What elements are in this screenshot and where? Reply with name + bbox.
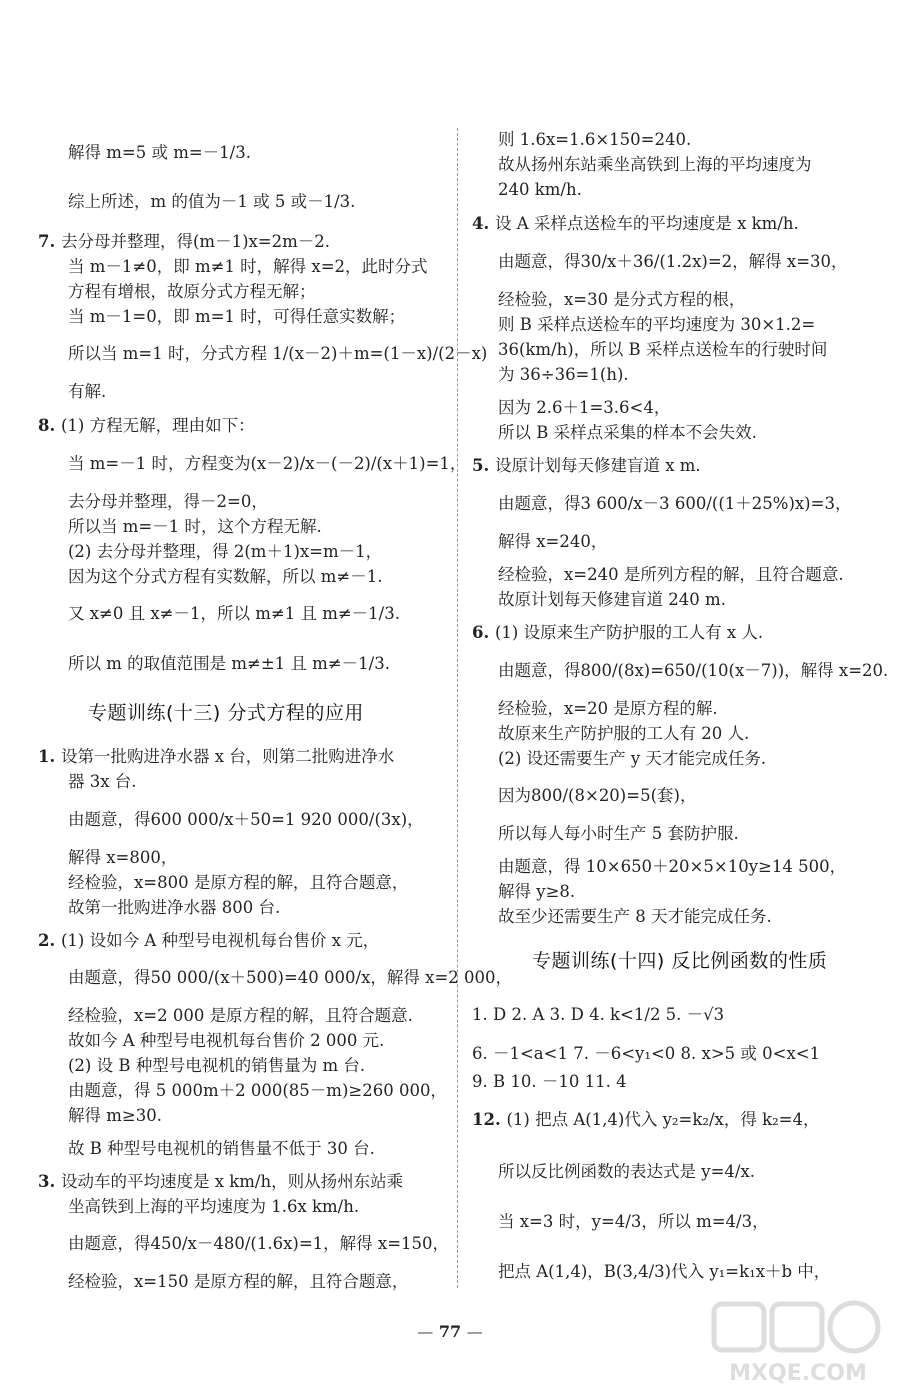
line-text: (1) 设如今 A 种型号电视机每台售价 x 元，: [60, 931, 380, 950]
right-line: [498, 905, 772, 929]
line-text: 设 A 采样点送检车的平均速度是 x km/h.: [494, 214, 799, 233]
line-text: 解得 m=5 或 m=－1/3.: [68, 143, 251, 162]
line-text: 所以当 m=1 时，分式方程 1/(x－2)＋m=(1－x)/(2－x): [68, 344, 488, 363]
line-text: 经检验，x=2 000 是原方程的解，且符合题意.: [68, 1006, 413, 1025]
line-text: 由题意，得600 000/x＋50=1 920 000/(3x)，: [68, 810, 424, 829]
line-text: 器 3x 台.: [68, 772, 137, 791]
right-line: [498, 250, 848, 274]
line-text: 由题意，得30/x＋36/(1.2x)=2，解得 x=30，: [498, 252, 848, 271]
line-text: (1) 方程无解，理由如下：: [60, 416, 255, 435]
line-text: 故 B 种型号电视机的销售量不低于 30 台.: [68, 1139, 375, 1158]
left-line: [68, 1232, 449, 1256]
line-text: 240 km/h.: [498, 180, 582, 199]
line-text: 1. D 2. A 3. D 4. k<1/2 5. －√3: [472, 1005, 725, 1024]
line-text: 9. B 10. －10 11. 4: [472, 1072, 627, 1091]
right-line: [498, 421, 757, 445]
line-text: 所以当 m=－1 时，这个方程无解.: [68, 517, 322, 536]
line-text: (2) 设还需要生产 y 天才能完成任务.: [498, 749, 767, 768]
problem-number: 4.: [472, 214, 495, 233]
line-text: 由题意，得50 000/(x＋500)=40 000/x，解得 x=2 000，: [68, 968, 513, 987]
right-line: [498, 363, 629, 387]
left-line: [68, 966, 512, 990]
right-line: [472, 1108, 820, 1132]
line-text: 方程有增根，故原分式方程无解；: [68, 282, 316, 301]
right-line: [472, 454, 701, 478]
left-line: [68, 380, 106, 404]
section-title-14: 专题训练(十四) 反比例函数的性质: [532, 950, 828, 972]
left-line: [68, 280, 316, 304]
right-line: [498, 1260, 830, 1284]
right-line: [498, 313, 815, 337]
right-line: [498, 822, 739, 846]
left-line: [38, 929, 379, 953]
right-line: [498, 563, 844, 587]
left-line: [68, 652, 390, 676]
right-line: [498, 153, 812, 177]
page-number: — 77 —: [417, 1322, 483, 1341]
left-line: [68, 342, 487, 366]
problem-number: 5.: [472, 456, 495, 475]
problem-number: 1.: [38, 747, 61, 766]
line-text: (2) 设 B 种型号电视机的销售量为 m 台.: [68, 1056, 366, 1075]
left-line: [68, 1029, 384, 1053]
left-line: [68, 305, 405, 329]
line-text: (2) 去分母并整理，得 2(m＋1)x=m－1，: [68, 542, 383, 561]
line-text: 故至少还需要生产 8 天才能完成任务.: [498, 907, 772, 926]
watermark-logo-icon: [710, 1300, 886, 1386]
left-line: [68, 770, 137, 794]
right-line: [498, 659, 888, 683]
line-text: 所以 B 采样点采集的样本不会失效.: [498, 423, 757, 442]
problem-number: 8.: [38, 416, 61, 435]
left-line: [68, 490, 268, 514]
right-line: [498, 128, 691, 152]
line-text: 当 x=3 时，y=4/3，所以 m=4/3，: [498, 1212, 769, 1231]
left-line: [68, 255, 428, 279]
left-line: [38, 745, 394, 769]
left-line: [68, 1137, 375, 1161]
left-line: [68, 808, 424, 832]
column-divider: [457, 128, 458, 1288]
line-text: 故从扬州东站乘坐高铁到上海的平均速度为: [498, 155, 812, 174]
line-text: 又 x≠0 且 x≠－1，所以 m≠1 且 m≠－1/3.: [68, 604, 400, 623]
line-text: 解得 x=240，: [498, 532, 608, 551]
line-text: 因为800/(8×20)=5(套)，: [498, 786, 697, 805]
left-line: [68, 1079, 447, 1103]
problem-number: 12.: [472, 1110, 507, 1129]
left-line: [68, 190, 355, 214]
line-text: 因为 2.6＋1=3.6<4，: [498, 398, 671, 417]
problem-number: 7.: [38, 232, 61, 251]
line-text: 当 m－1≠0，即 m≠1 时，解得 x=2，此时分式: [68, 257, 428, 276]
line-text: 去分母并整理，得－2=0，: [68, 492, 268, 511]
line-text: 解得 m≥30.: [68, 1106, 162, 1125]
problem-number: 6.: [472, 623, 495, 642]
line-text: 所以反比例函数的表达式是 y=4/x.: [498, 1162, 755, 1181]
right-line: [472, 621, 763, 645]
line-text: 6. －1<a<1 7. －6<y₁<0 8. x>5 或 0<x<1: [472, 1044, 821, 1063]
right-line: [472, 212, 799, 236]
left-line: [68, 1195, 359, 1219]
problem-number: 3.: [38, 1172, 61, 1191]
right-line: [498, 530, 607, 554]
line-text: 故原计划每天修建盲道 240 m.: [498, 590, 726, 609]
line-text: 当 m－1=0，即 m=1 时，可得任意实数解；: [68, 307, 406, 326]
left-line: [68, 871, 408, 895]
line-text: 所以 m 的取值范围是 m≠±1 且 m≠－1/3.: [68, 654, 390, 673]
right-line: [498, 1210, 769, 1234]
line-text: 36(km/h)，所以 B 采样点送检车的行驶时间: [498, 340, 828, 359]
line-text: 把点 A(1,4)，B(3,4/3)代入 y₁=k₁x＋b 中，: [498, 1262, 831, 1281]
left-line: [68, 896, 280, 920]
line-text: 坐高铁到上海的平均速度为 1.6x km/h.: [68, 1197, 360, 1216]
right-line: [498, 492, 851, 516]
right-line: [498, 697, 718, 721]
line-text: 由题意，得 10×650＋20×5×10y≥14 500，: [498, 857, 847, 876]
problem-number: 2.: [38, 931, 61, 950]
line-text: 故原来生产防护服的工人有 20 人.: [498, 724, 750, 743]
left-line: [68, 1004, 413, 1028]
line-text: 经检验，x=150 是原方程的解，且符合题意，: [68, 1272, 409, 1291]
left-line: [68, 141, 251, 165]
line-text: 则 1.6x=1.6×150=240.: [498, 130, 692, 149]
line-text: 设动车的平均速度是 x km/h，则从扬州东站乘: [60, 1172, 404, 1191]
line-text: 由题意，得800/(8x)=650/(10(x－7))，解得 x=20.: [498, 661, 889, 680]
line-text: 故如今 A 种型号电视机每台售价 2 000 元.: [68, 1031, 385, 1050]
right-line: [498, 722, 749, 746]
left-line: [68, 515, 322, 539]
section-title-13: 专题训练(十三) 分式方程的应用: [88, 702, 364, 724]
line-text: 由题意，得3 600/x－3 600/((1＋25%)x)=3，: [498, 494, 852, 513]
line-text: 所以每人每小时生产 5 套防护服.: [498, 824, 739, 843]
line-text: 设原计划每天修建盲道 x m.: [494, 456, 701, 475]
right-line: [472, 1042, 820, 1066]
line-text: (1) 把点 A(1,4)代入 y₂=k₂/x，得 k₂=4，: [506, 1110, 820, 1129]
right-line: [498, 288, 745, 312]
right-line: [498, 178, 582, 202]
line-text: 因为这个分式方程有实数解，所以 m≠－1.: [68, 567, 383, 586]
left-line: [38, 230, 330, 254]
right-line: [498, 338, 827, 362]
watermark-text: MXQE.COM: [729, 1361, 867, 1386]
left-line: [68, 452, 466, 476]
right-line: [498, 588, 726, 612]
right-line: [472, 1003, 724, 1027]
line-text: 故第一批购进净水器 800 台.: [68, 898, 281, 917]
line-text: 经检验，x=30 是分式方程的根，: [498, 290, 746, 309]
left-line: [68, 1270, 408, 1294]
line-text: 综上所述，m 的值为－1 或 5 或－1/3.: [68, 192, 356, 211]
left-line: [68, 846, 177, 870]
line-text: 经检验，x=800 是原方程的解，且符合题意，: [68, 873, 409, 892]
left-line: [68, 540, 382, 564]
left-line: [38, 1170, 403, 1194]
right-line: [498, 880, 575, 904]
line-text: 去分母并整理，得(m－1)x=2m－2.: [60, 232, 331, 251]
line-text: 为 36÷36=1(h).: [498, 365, 629, 384]
right-line: [498, 1160, 755, 1184]
left-line: [68, 602, 400, 626]
right-line: [498, 784, 696, 808]
line-text: 则 B 采样点送检车的平均速度为 30×1.2=: [498, 315, 816, 334]
line-text: 经检验，x=240 是所列方程的解，且符合题意.: [498, 565, 844, 584]
left-line: [68, 1054, 365, 1078]
line-text: 有解.: [68, 382, 107, 401]
line-text: 经检验，x=20 是原方程的解.: [498, 699, 718, 718]
right-line: [498, 747, 766, 771]
right-line: [472, 1070, 627, 1094]
right-line: [498, 855, 846, 879]
left-line: [68, 1104, 162, 1128]
left-line: [38, 414, 255, 438]
line-text: 当 m=－1 时，方程变为(x－2)/x－(－2)/(x＋1)=1，: [68, 454, 467, 473]
line-text: 解得 y≥8.: [498, 882, 576, 901]
right-line: [498, 396, 670, 420]
line-text: (1) 设原来生产防护服的工人有 x 人.: [494, 623, 764, 642]
line-text: 由题意，得450/x－480/(1.6x)=1，解得 x=150，: [68, 1234, 450, 1253]
line-text: 设第一批购进净水器 x 台，则第二批购进净水: [60, 747, 395, 766]
line-text: 由题意，得 5 000m＋2 000(85－m)≥260 000，: [68, 1081, 447, 1100]
line-text: 解得 x=800，: [68, 848, 178, 867]
left-line: [68, 565, 382, 589]
